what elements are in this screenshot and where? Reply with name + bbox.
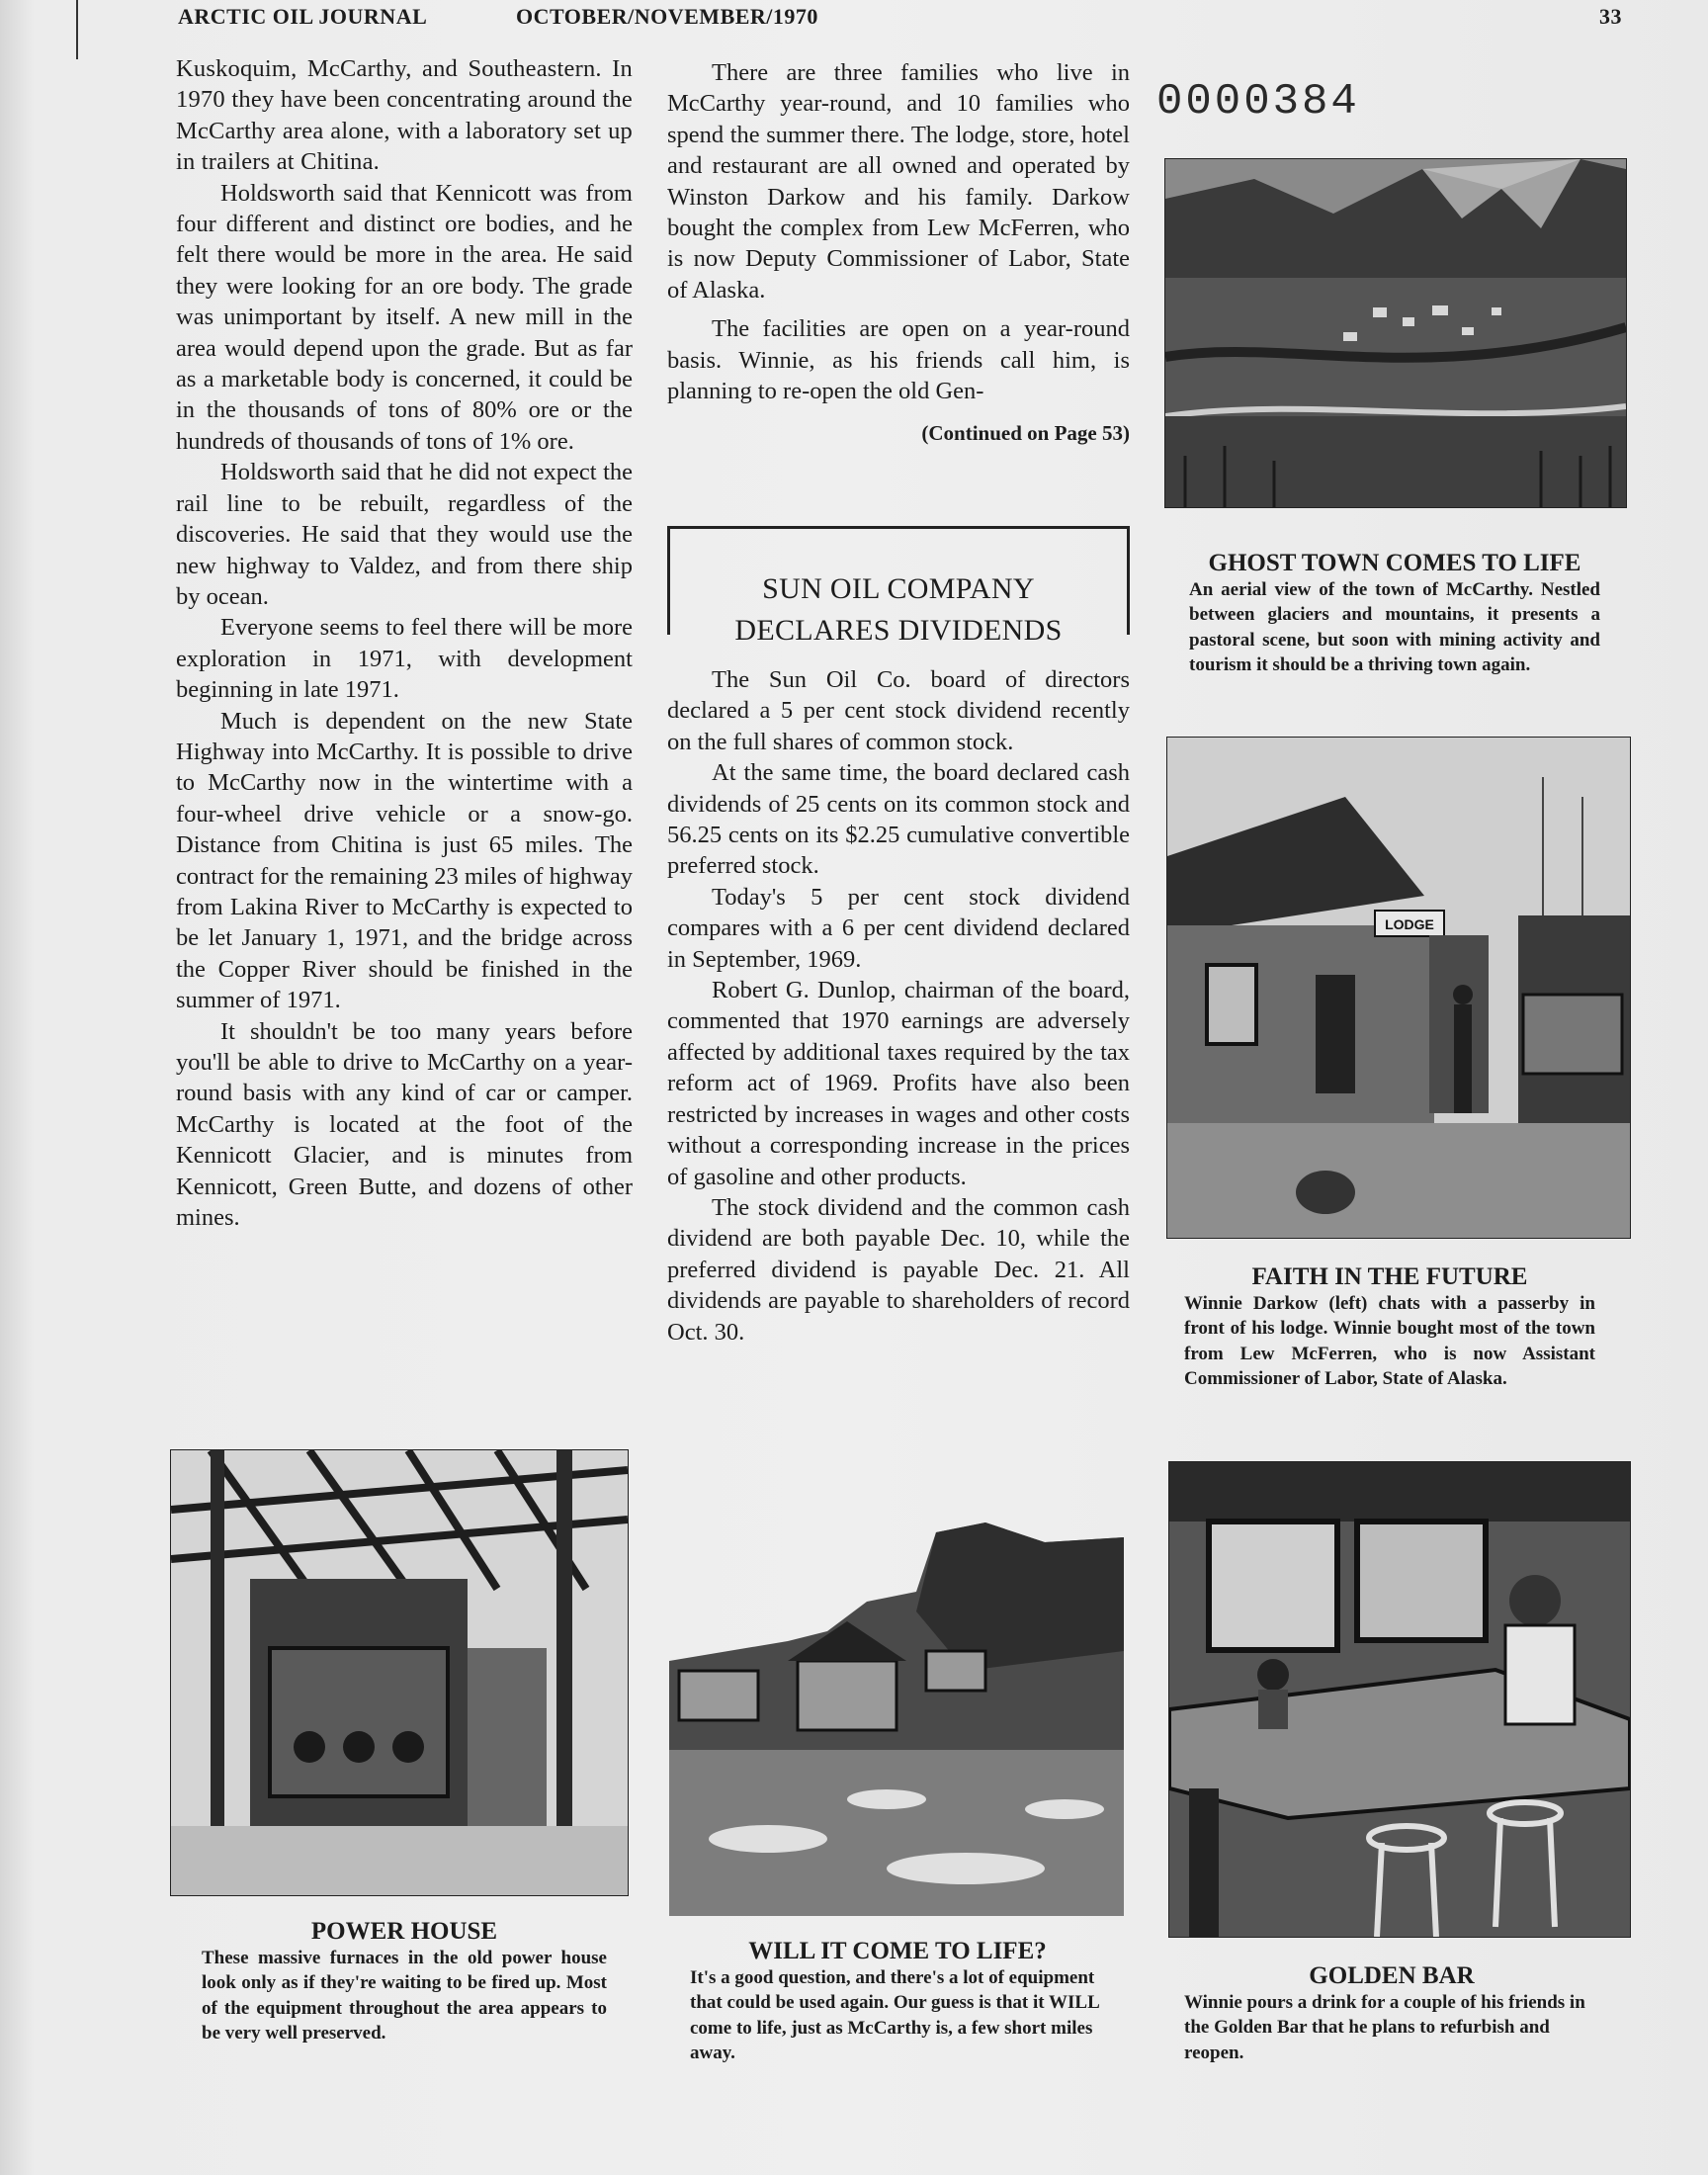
aerial-illustration (1165, 159, 1626, 507)
caption-faith (1184, 1263, 1595, 1392)
journal-title: ARCTIC OIL JOURNAL (178, 4, 428, 29)
paragraph: Robert G. Dunlop, chairman of the board, commented that 1970 earnings are adversely affected by additional taxes required by the tax reform act of 1969. Profits have also been restricted by increases in wages and other costs without a corresponding increase in the prices of gasoline and other products. (667, 977, 1130, 1190)
article-column-2 (667, 57, 1130, 450)
caption-title: POWER HOUSE (310, 1918, 498, 1945)
caption-text: Winnie Darkow (left) chats with a passerby in front of his lodge. Winnie bought most of the town from Lew McFerren, who is now Assistant Commissioner of Labor, State of Alaska. (1184, 1293, 1595, 1390)
issue-date: OCTOBER/NOVEMBER/1970 (516, 4, 818, 29)
caption-golden-bar (1184, 1962, 1599, 2065)
caption-text: An aerial view of the town of McCarthy. Nestled between glaciers and mountains, it presents a pastoral scene, but soon with mining activity and tourism it should be a thriving town again. (1189, 579, 1600, 676)
headline-line-1: SUN OIL COMPANY (762, 572, 1035, 605)
paragraph: There are three families who live in McCarthy year-round, and 10 families who spend the summer there. The lodge, store, hotel and restaurant are all owned and operated by Winston Darkow and his family. Darkow bought the complex from Lew McFerren, who is now Deputy Commissioner of Labor, State of Alaska. (667, 59, 1130, 304)
paragraph: Everyone seems to feel there will be more exploration in 1971, with development beginning in late 1971. (176, 614, 633, 704)
paragraph: Holdsworth said that he did not expect the rail line to be rebuilt, regardless of the discoveries. He said that they would use the new highway to Valdez, and from there ship by ocean. (176, 459, 633, 610)
margin-rule (76, 0, 78, 59)
photo-aerial-view (1164, 158, 1627, 508)
caption-text: Winnie pours a drink for a couple of his friends in the Golden Bar that he plans to refurbish and reopen. (1184, 1992, 1585, 2063)
golden-bar-illustration (1169, 1462, 1630, 1937)
paragraph: Holdsworth said that Kennicott was from four different and distinct ore bodies, and he felt there would be more in the area. He said they were looking for an ore body. The grade was unimportant by itself. A new mill in the area would depend upon the grade. But as far as a marketable body is concerned, it could be in the thousands of tons of 80% ore or the hundreds of thousands of tons of 1% ore. (176, 179, 633, 455)
headline (670, 568, 1127, 652)
photo-golden-bar (1168, 1461, 1631, 1938)
archive-stamp: 0000384 (1156, 77, 1360, 127)
paragraph: The Sun Oil Co. board of directors declared a 5 per cent stock dividend recently on the full shares of common stock. (667, 666, 1130, 755)
paragraph: It shouldn't be too many years before you'll be able to drive to McCarthy on a year-round basis with any kind of car or camper. McCarthy is located at the foot of the Kennicott Glacier, and is minutes from Kennicott, Green Butte, and dozens of other mines. (176, 1017, 633, 1232)
paragraph: Kuskoquim, McCarthy, and Southeastern. In 1970 they have been concentrating around the McCarthy area alone, with a laboratory set up in trailers at Chitina. (176, 55, 633, 176)
caption-text: These massive furnaces in the old power house look only as if they're waiting to be fired up. Most of the equipment throughout the area appears to be very well preserved. (202, 1948, 607, 2044)
photo-mine-town (669, 1513, 1124, 1916)
headline-line-2: DECLARES DIVIDENDS (734, 614, 1063, 647)
caption-will-it (690, 1938, 1105, 2066)
power-house-illustration (171, 1450, 628, 1895)
paragraph: The stock dividend and the common cash dividend are both payable Dec. 10, while the preferred dividend is payable Dec. 21. All dividends are payable to shareholders of record Oct. 30. (667, 1193, 1130, 1346)
mine-town-illustration (669, 1513, 1124, 1916)
photo-power-house (170, 1449, 629, 1896)
caption-title: GOLDEN BAR (1309, 1962, 1475, 1989)
sun-oil-article (667, 664, 1130, 1348)
paragraph: Today's 5 per cent stock dividend compares with a 6 per cent dividend declared in September, 1969. (667, 883, 1130, 973)
caption-title: FAITH IN THE FUTURE (1251, 1263, 1528, 1290)
continued-note: (Continued on Page 53) (921, 421, 1130, 446)
lodge-sign: LODGE (1385, 916, 1434, 932)
caption-text: It's a good question, and there's a lot of equipment that could be used again. Our guess is that it WILL come to life, just as McCarthy is, a few short miles away. (690, 1967, 1099, 2064)
page-number: 33 (1599, 4, 1622, 29)
article-column-1 (176, 53, 633, 1233)
paragraph: Much is dependent on the new State Highway into McCarthy. It is possible to drive to McCarthy now in the wintertime with a four-wheel drive vehicle or a snow-go. Distance from Chitina is just 65 miles. The contract for the remaining 23 miles of highway from Lakina River to McCarthy is expected to be let January 1, 1971, and the bridge across the Copper River should be finished in the summer of 1971. (176, 707, 633, 1014)
lodge-illustration (1167, 738, 1630, 1238)
caption-power-house (202, 1918, 607, 2046)
sun-oil-headline-box (667, 526, 1130, 647)
paragraph: At the same time, the board declared cash dividends of 25 cents on its common stock and 56.25 cents on its $2.25 cumulative convertible preferred stock. (667, 759, 1130, 880)
caption-title: WILL IT COME TO LIFE? (748, 1938, 1047, 1964)
caption-ghost-town (1189, 550, 1600, 678)
photo-lodge (1166, 737, 1631, 1239)
caption-title: GHOST TOWN COMES TO LIFE (1208, 550, 1581, 576)
paragraph: The facilities are open on a year-round basis. Winnie, as his friends call him, is planning to re-open the old Gen- (667, 315, 1130, 405)
